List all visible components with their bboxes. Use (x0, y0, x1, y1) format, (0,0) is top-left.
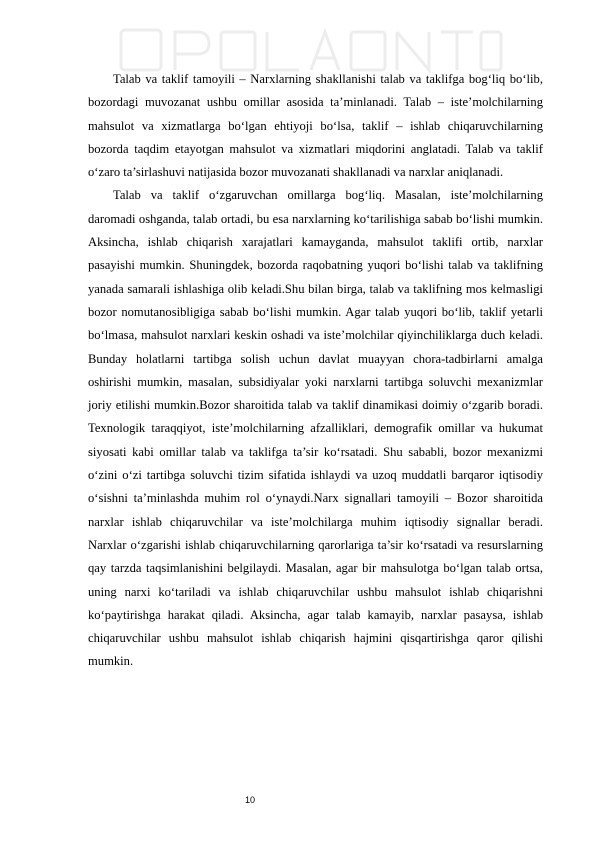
paragraph: Talab va taklif o‘zgaruvchan omillarga bog‘liq. Masalan, iste’molchilarning daromadi oshganda, talab ortadi, bu esa narxlarning ko‘tarilishiga sabab bo‘lishi mumkin. Aksincha, ishlab chiqarish xarajatlari kamayganda, mahsulot taklifi ortib, narxlar pasayishi mumkin. Shuningdek, bozorda raqobatning yuqori bo‘lishi talab va taklifning yanada samarali ishlashiga olib keladi.Shu bilan birga, talab va taklifning mos kelmasligi bozor nomutanosibligiga sabab bo‘lishi mumkin. Agar talab yuqori bo‘lib, taklif yetarli bo‘lmasa, mahsulot narxlari keskin oshadi va iste’molchilar qiyinchiliklarga duch keladi. Bunday holatlarni tartibga solish uchun davlat muayyan chora-tadbirlarni amalga oshirishi mumkin, masalan, subsidiyalar yoki narxlarni tartibga soluvchi mexanizmlar joriy etilishi mumkin.Bozor sharoitida talab va taklif dinamikasi doimiy o‘zgarib boradi. Texnologik taraqqiyot, iste’molchilarning afzalliklari, demografik omillar va hukumat siyosati kabi omillar talab va taklifga ta’sir ko‘rsatadi. Shu sababli, bozor mexanizmi o‘zini o‘zi tartibga soluvchi tizim sifatida ishlaydi va uzoq muddatli barqaror iqtisodiy o‘sishni ta’minlashda muhim rol o‘ynaydi.Narx signallari tamoyili – Bozor sharoitida narxlar ishlab chiqaruvchilar va iste’molchilarga muhim iqtisodiy signallar beradi. Narxlar o‘zgarishi ishlab chiqaruvchilarning qarorlariga ta’sir ko‘rsatadi va resurslarning qay tarzda taqsimlanishini belgilaydi. Masalan, agar bir mahsulotga bo‘lgan talab ortsa, uning narxi ko‘tariladi va ishlab chiqaruvchilar ushbu mahsulot ishlab chiqarishni ko‘paytirishga harakat qiladi. Aksincha, agar talab kamayib, narxlar pasaysa, ishlab chiqaruvchilar ushbu mahsulot ishlab chiqarish hajmini qisqartirishga qaror qilishi mumkin. (88, 188, 543, 669)
document-body (88, 68, 543, 674)
page-number: 10 (245, 795, 256, 805)
paragraph: Talab va taklif tamoyili – Narxlarning shakllanishi talab va taklifga bog‘liq bo‘lib, bozordagi muvozanat ushbu omillar asosida ta’minlanadi. Talab – iste’molchilarning mahsulot va xizmatlarga bo‘lgan ehtiyoji bo‘lsa, taklif – ishlab chiqaruvchilarning bozorda taqdim etayotgan mahsulot va xizmatlari miqdorini anglatadi. Talab va taklif o‘zaro ta’sirlashuvi natijasida bozor muvozanati shakllanadi va narxlar aniqlanadi. (88, 72, 543, 180)
